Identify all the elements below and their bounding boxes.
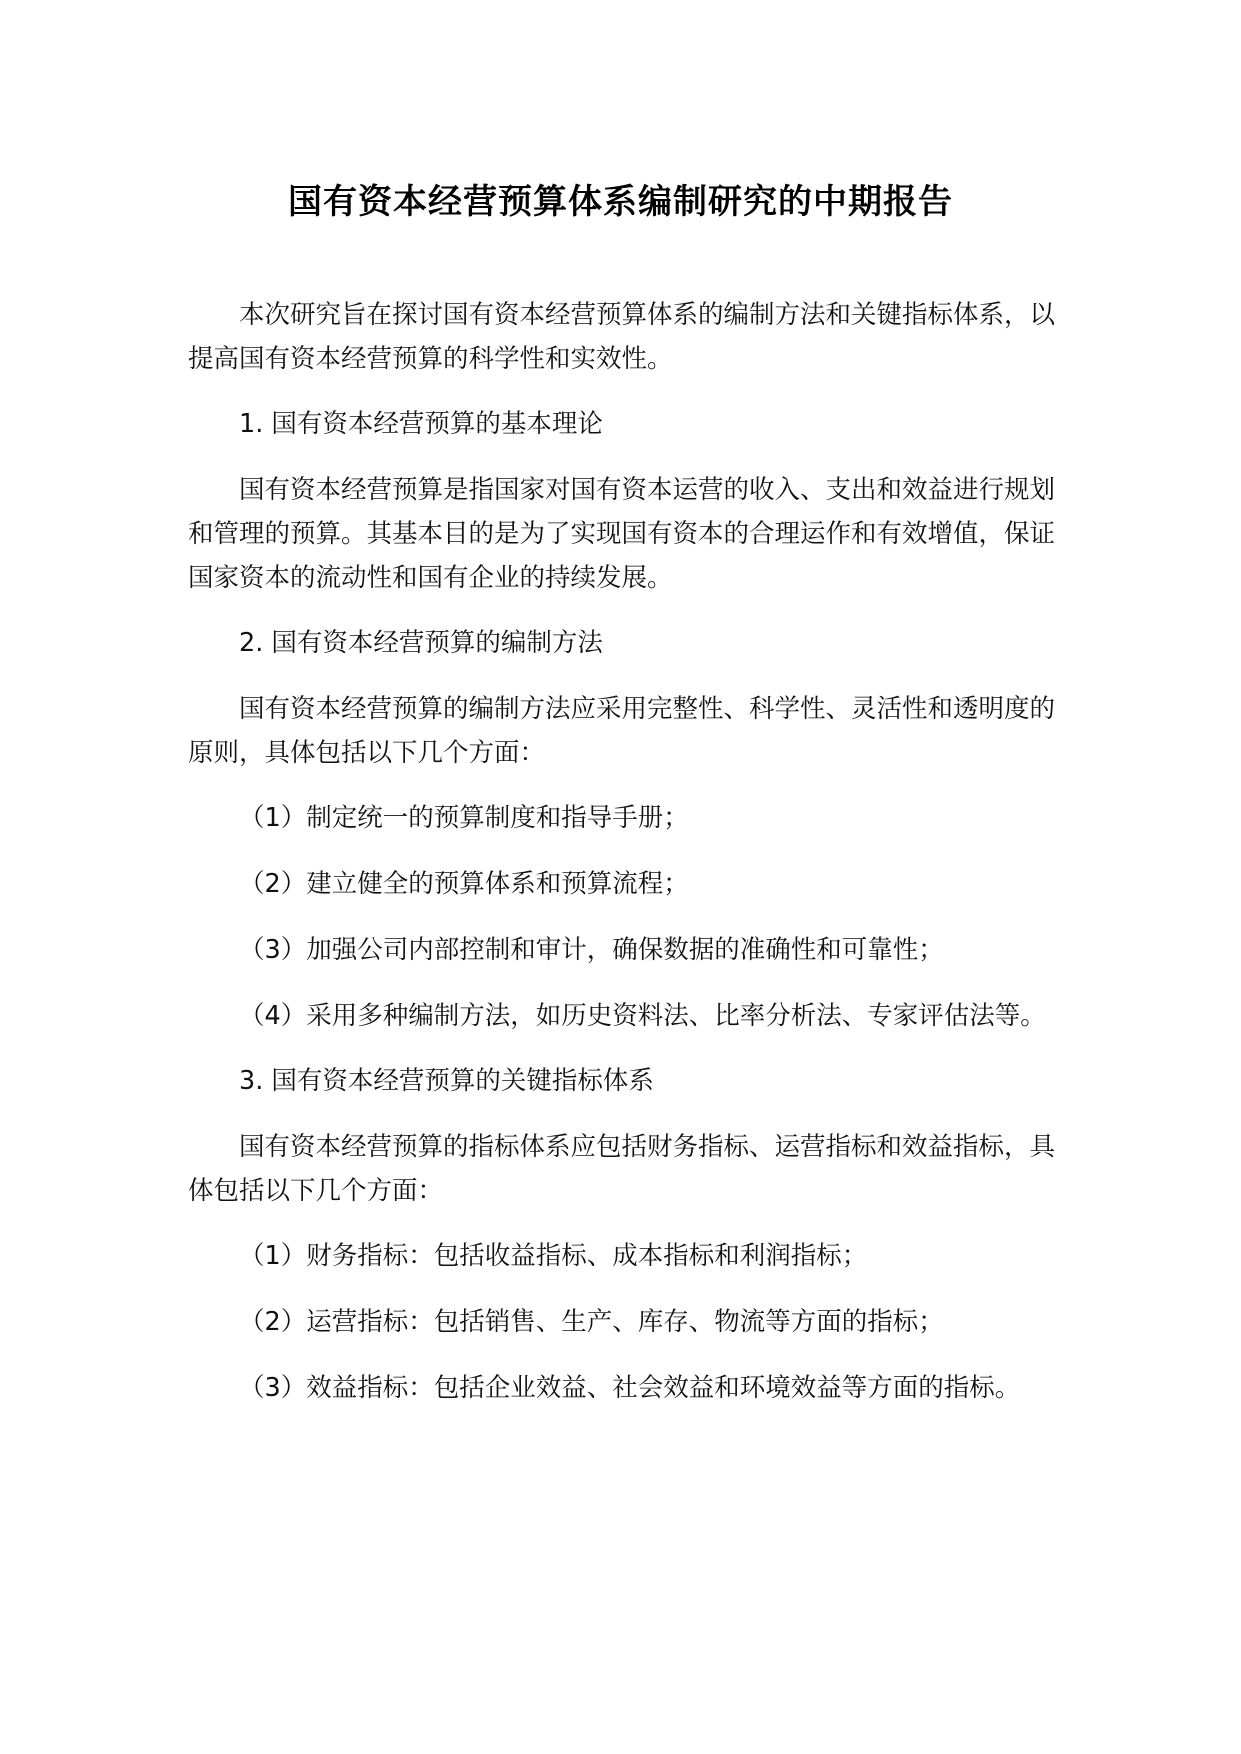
list-item-method-1: （1）制定统一的预算制度和指导手册； <box>239 803 689 833</box>
document-body <box>188 293 1068 1432</box>
paragraph-basic-theory: 国有资本经营预算是指国家对国有资本运营的收入、支出和效益进行规划和管理的预算。其基本目的是为了实现国有资本的合理运作和有效增值，保证国家资本的流动性和国有企业的持续发展。 <box>188 475 1056 593</box>
list-item-indicator-2: （2）运营指标：包括销售、生产、库存、物流等方面的指标； <box>239 1307 944 1337</box>
paragraph-intro: 本次研究旨在探讨国有资本经营预算体系的编制方法和关键指标体系，以提高国有资本经营预算的科学性和实效性。 <box>188 300 1056 374</box>
paragraph-indicator-system: 国有资本经营预算的指标体系应包括财务指标、运营指标和效益指标，具体包括以下几个方面： <box>188 1132 1056 1206</box>
paragraph-method-principles: 国有资本经营预算的编制方法应采用完整性、科学性、灵活性和透明度的原则，具体包括以下几个方面： <box>188 694 1056 768</box>
list-item-method-3: （3）加强公司内部控制和审计，确保数据的准确性和可靠性； <box>239 935 944 965</box>
list-item-indicator-1: （1）财务指标：包括收益指标、成本指标和利润指标； <box>239 1241 868 1271</box>
section-heading-2: 2. 国有资本经营预算的编制方法 <box>239 628 603 658</box>
section-heading-3: 3. 国有资本经营预算的关键指标体系 <box>239 1066 654 1096</box>
list-item-method-2: （2）建立健全的预算体系和预算流程； <box>239 869 689 899</box>
section-heading-1: 1. 国有资本经营预算的基本理论 <box>239 409 603 439</box>
list-item-method-4: （4）采用多种编制方法，如历史资料法、比率分析法、专家评估法等。 <box>239 1001 1046 1031</box>
document-title: 国有资本经营预算体系编制研究的中期报告 <box>288 182 953 222</box>
list-item-indicator-3: （3）效益指标：包括企业效益、社会效益和环境效益等方面的指标。 <box>239 1373 1021 1403</box>
